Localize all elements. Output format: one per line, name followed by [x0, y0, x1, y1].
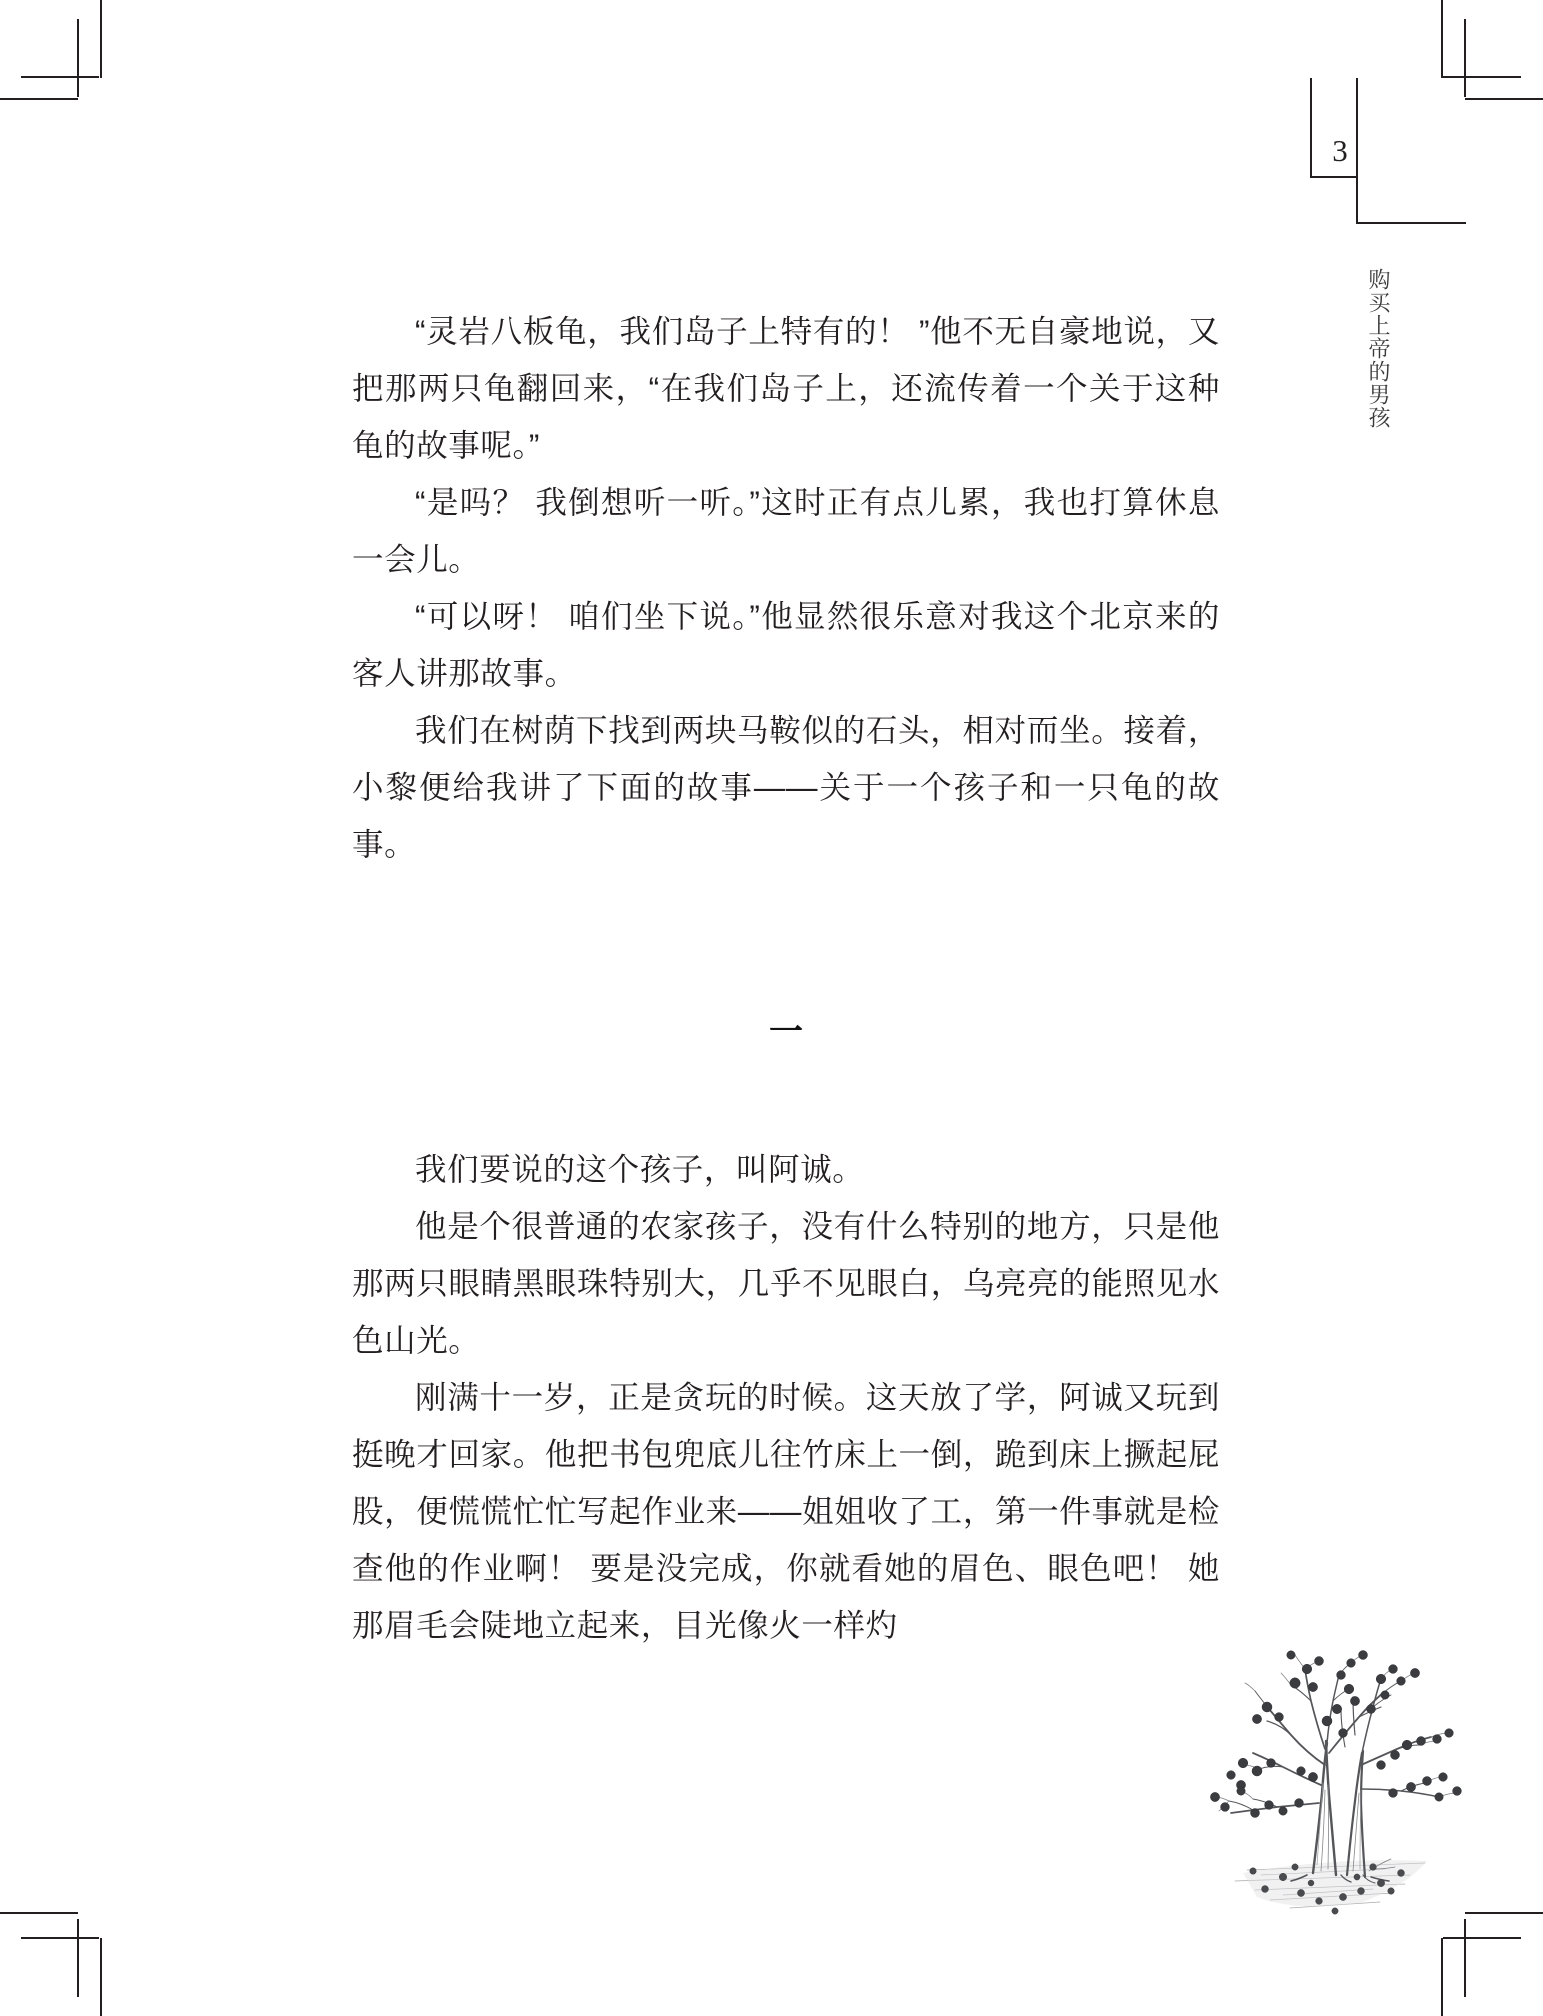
crop-mark-bottom-left-vertical-inner: [77, 1919, 79, 1997]
crop-mark-top-right-horizontal-inner: [1443, 76, 1521, 78]
body-text-block-upper: [352, 303, 1220, 873]
crop-mark-top-left-vertical-outer: [100, 0, 102, 78]
crop-mark-bottom-right-vertical-inner: [1464, 1919, 1466, 1997]
crop-mark-bottom-left-horizontal-outer: [0, 1912, 78, 1914]
body-text-block-lower: [352, 1141, 1220, 1654]
crop-mark-top-right-vertical-outer: [1441, 0, 1443, 78]
section-divider: 一: [769, 1013, 803, 1051]
paragraph: “可以呀！ 咱们坐下说。”他显然很乐意对我这个北京来的客人讲那故事。: [352, 598, 1220, 691]
tree-illustration: [1195, 1625, 1475, 1925]
crop-mark-bottom-left-horizontal-inner: [21, 1937, 99, 1939]
paragraph: 我们在树荫下找到两块马鞍似的石头，相对而坐。接着，小黎便给我讲了下面的故事——关于一个孩子和一只龟的故事。: [352, 712, 1220, 862]
crop-mark-top-left-horizontal-outer: [0, 98, 78, 100]
crop-mark-bottom-left-vertical-outer: [100, 1938, 102, 2016]
crop-mark-bottom-right-horizontal-inner: [1443, 1937, 1521, 1939]
paragraph: 刚满十一岁，正是贪玩的时候。这天放了学，阿诚又玩到挺晚才回家。他把书包兜底儿往竹床上一倒，跪到床上撅起屁股，便慌慌忙忙写起作业来——姐姐收了工，第一件事就是检查他的作业啊！ 要是没完成，你就看她的眉色、眼色吧！ 她那眉毛会陡地立起来，目光像火一样灼: [352, 1379, 1220, 1643]
page-number: 3: [1332, 133, 1348, 168]
paragraph: 他是个很普通的农家孩子，没有什么特别的地方，只是他那两只眼睛黑眼珠特别大，几乎不见眼白，乌亮亮的能照见水色山光。: [352, 1208, 1220, 1358]
paragraph: 我们要说的这个孩子，叫阿诚。: [415, 1151, 865, 1187]
paragraph: “是吗？ 我倒想听一听。”这时正有点儿累，我也打算休息一会儿。: [352, 484, 1220, 577]
running-head: 购买上帝的男孩: [1366, 268, 1391, 429]
page-number-mark-horizontal-bottom: [1356, 222, 1466, 224]
crop-mark-top-right-horizontal-outer: [1465, 98, 1543, 100]
crop-mark-bottom-right-horizontal-outer: [1465, 1912, 1543, 1914]
page-number-mark-horizontal-top: [1310, 176, 1358, 178]
crop-mark-top-right-vertical-inner: [1464, 19, 1466, 97]
paragraph: “灵岩八板龟，我们岛子上特有的！ ”他不无自豪地说，又把那两只龟翻回来，“在我们岛子上，还流传着一个关于这种龟的故事呢。”: [352, 313, 1220, 463]
crop-mark-bottom-right-vertical-outer: [1441, 1938, 1443, 2016]
crop-mark-top-left-horizontal-inner: [21, 76, 99, 78]
crop-mark-top-left-vertical-inner: [77, 19, 79, 97]
